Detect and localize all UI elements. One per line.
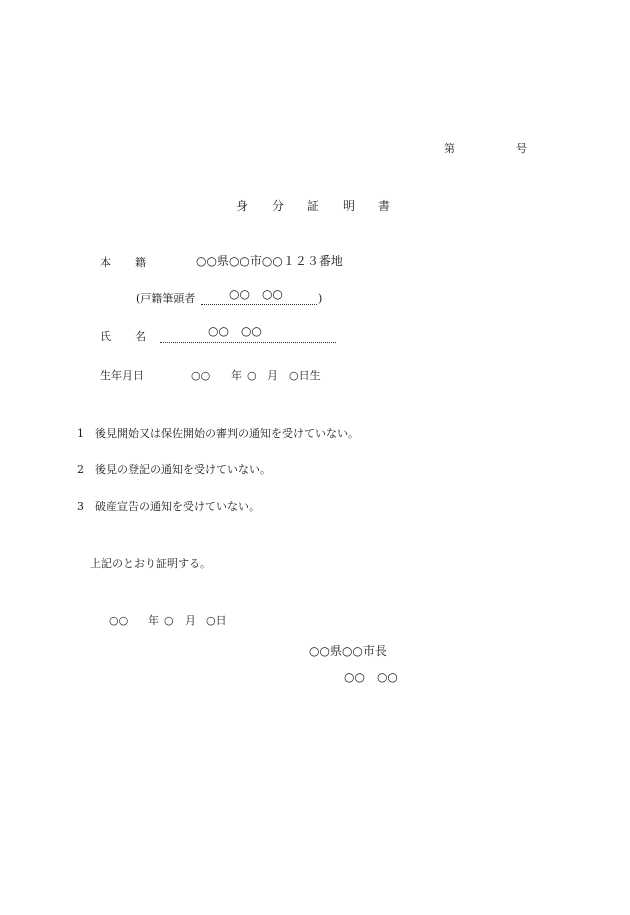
koseki-name: ○○ ○○: [229, 287, 283, 301]
certify-text: 上記のとおり証明する。: [90, 557, 211, 570]
statement-text: 後見の登記の通知を受けていない。: [95, 463, 271, 476]
title-char: 分: [272, 199, 285, 213]
issuer-name: ○○ ○○: [344, 670, 398, 684]
issuer-title: ○○県○○市長: [309, 644, 387, 658]
shimei-underline: [160, 342, 336, 343]
shimei-label-char: 氏: [100, 330, 111, 343]
number-suffix: 号: [516, 142, 527, 155]
title-char: 書: [378, 199, 391, 213]
shimei-value: ○○ ○○: [208, 324, 262, 338]
number-prefix: 第: [444, 142, 455, 155]
birth-year-unit: 年: [231, 369, 242, 382]
statement-number: 1: [77, 427, 84, 440]
birth-day: ○日生: [289, 369, 321, 382]
birth-month: ○: [247, 369, 257, 382]
title-char: 明: [343, 199, 356, 213]
issue-day: ○日: [206, 614, 227, 627]
koseki-prefix: (戸籍筆頭者: [136, 292, 196, 305]
koseki-underline: [201, 304, 317, 305]
honseki-label-char: 籍: [135, 256, 146, 269]
honseki-label-char: 本: [100, 256, 111, 269]
birth-month-unit: 月: [267, 369, 278, 382]
issue-year-unit: 年: [148, 614, 159, 627]
koseki-suffix: ): [318, 292, 323, 305]
honseki-value: ○○県○○市○○１２３番地: [196, 254, 343, 268]
issue-month-unit: 月: [185, 614, 196, 627]
birth-year: ○○: [191, 369, 211, 382]
issue-year: ○○: [109, 614, 129, 627]
title-char: 証: [307, 199, 320, 213]
birth-label: 生年月日: [100, 369, 144, 382]
statement-number: 3: [77, 500, 84, 513]
statement-number: 2: [77, 463, 84, 476]
issue-month: ○: [164, 614, 174, 627]
statement-text: 破産宣告の通知を受けていない。: [95, 500, 260, 513]
title-char: 身: [236, 199, 249, 213]
statement-text: 後見開始又は保佐開始の審判の通知を受けていない。: [95, 427, 359, 440]
shimei-label-char: 名: [135, 330, 146, 343]
